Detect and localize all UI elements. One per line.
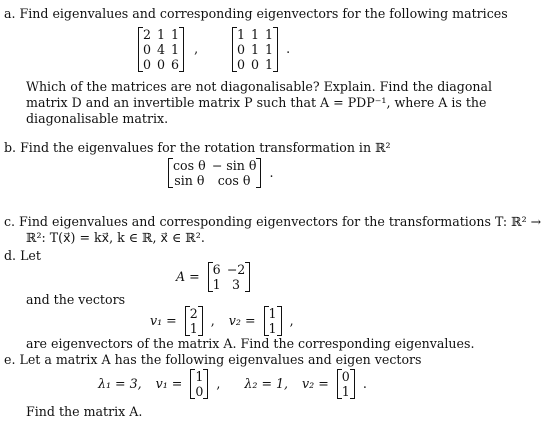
- matrix-A: [176, 262, 248, 292]
- matrix-row: [140, 57, 182, 72]
- lambda1: λ₁ = 3,: [98, 375, 142, 391]
- matrix-cell: 1: [157, 27, 166, 42]
- matrix-cell: 1: [237, 27, 246, 42]
- lambda2: λ₂ = 1,: [244, 375, 289, 391]
- matrix-row: [170, 173, 259, 188]
- v2-label: v₂ =: [302, 375, 329, 391]
- matrix-cell: sin θ: [174, 173, 205, 189]
- matrix-cell: 0: [143, 57, 152, 73]
- matrix-cell: 1: [171, 27, 180, 42]
- matrix-row: [210, 262, 249, 277]
- matrix-cell: − sin θ: [211, 158, 257, 173]
- matrix-cell: 2: [189, 306, 198, 321]
- matrix-row: [140, 27, 182, 42]
- vectors-v1-v2: [150, 306, 294, 336]
- matrix-cell: 1: [265, 42, 274, 58]
- rotation-matrix-bracket: [170, 158, 259, 188]
- v1-label: v₁ =: [150, 312, 177, 328]
- separator-comma: ,: [210, 312, 215, 328]
- matrix-cell: −2: [226, 262, 246, 277]
- end-period: .: [269, 164, 274, 180]
- part-e-heading: e. Let a matrix A has the following eigenvalues and eigen vectors: [4, 352, 422, 367]
- matrix-row: [339, 369, 353, 384]
- matrix-row: [234, 42, 276, 57]
- matrix-cell: 1: [341, 384, 350, 400]
- matrix-row: [339, 384, 353, 399]
- matrix-2: [234, 27, 290, 72]
- matrix-cell: 3: [231, 277, 240, 293]
- v2-bracket: [266, 306, 280, 336]
- matrix-cell: 1: [212, 277, 221, 293]
- separator-comma: ,: [194, 41, 199, 57]
- matrix-cell: 1: [171, 42, 180, 58]
- matrix-cell: 0: [237, 42, 246, 58]
- matrix-cell: 4: [157, 42, 166, 58]
- part-c-line-2: ℝ²: T(x⃗) = kx⃗, k ∈ ℝ, x⃗ ∈ ℝ².: [26, 230, 205, 245]
- matrix-cell: cos θ: [217, 173, 251, 189]
- matrix-row: [170, 158, 259, 173]
- matrix-cell: 1: [189, 321, 198, 337]
- separator-comma: ,: [216, 375, 221, 391]
- part-d-heading: d. Let: [4, 248, 41, 263]
- matrix-cell: 0: [195, 384, 204, 400]
- matrix-cell: 2: [143, 27, 152, 42]
- eigen-pairs: [98, 369, 367, 399]
- matrix-2-bracket: [234, 27, 276, 72]
- v1-bracket: [187, 306, 201, 336]
- matrix-1: [140, 27, 198, 72]
- matrix-cell: cos θ: [173, 158, 206, 173]
- matrix-cell: 1: [251, 27, 260, 42]
- matrix-cell: 1: [265, 27, 274, 42]
- matrix-A-bracket: [210, 262, 249, 292]
- matrix-row: [187, 306, 201, 321]
- part-d-question: are eigenvectors of the matrix A. Find the corresponding eigenvalues.: [26, 336, 475, 351]
- matrix-1-bracket: [140, 27, 182, 72]
- matrix-cell: 1: [268, 306, 277, 321]
- part-e-question: Find the matrix A.: [26, 404, 143, 419]
- matrix-cell: 6: [212, 262, 221, 277]
- part-c-line-1: c. Find eigenvalues and corresponding eigenvectors for the transformations T: ℝ² →: [4, 214, 541, 229]
- matrix-cell: 0: [341, 369, 350, 384]
- separator-comma: ,: [289, 312, 294, 328]
- matrix-row: [210, 277, 249, 292]
- matrix-row: [187, 321, 201, 336]
- matrix-cell: 0: [251, 57, 260, 73]
- part-d-vectors-text: and the vectors: [26, 292, 126, 307]
- matrix-row: [192, 369, 206, 384]
- matrix-cell: 1: [268, 321, 277, 337]
- matrix-cell: 0: [237, 57, 246, 73]
- v2-label: v₂ =: [228, 312, 256, 328]
- end-period: .: [286, 41, 291, 57]
- matrix-cell: 1: [251, 42, 260, 58]
- e-v1-bracket: [192, 369, 206, 399]
- part-a-heading: a. Find eigenvalues and corresponding eigenvectors for the following matrices: [4, 6, 508, 21]
- matrix-row: [140, 42, 182, 57]
- matrix-cell: 0: [157, 57, 166, 73]
- part-b-heading: b. Find the eigenvalues for the rotation transformation in ℝ²: [4, 140, 391, 155]
- matrix-cell: 1: [265, 57, 274, 73]
- matrix-cell: 0: [143, 42, 152, 58]
- matrix-row: [192, 384, 206, 399]
- matrix-A-label: A =: [176, 268, 200, 284]
- matrix-row: [234, 27, 276, 42]
- matrix-row: [234, 57, 276, 72]
- matrix-row: [266, 321, 280, 336]
- e-v2-bracket: [339, 369, 353, 399]
- matrix-row: [266, 306, 280, 321]
- matrix-cell: 1: [195, 369, 204, 384]
- rotation-matrix: [170, 158, 273, 188]
- v1-label: v₁ =: [155, 375, 183, 391]
- matrix-cell: 6: [171, 57, 180, 73]
- end-period: .: [362, 375, 367, 391]
- part-a-question-line-1: Which of the matrices are not diagonalisable? Explain. Find the diagonal: [26, 79, 493, 94]
- part-a-question-line-3: diagonalisable matrix.: [26, 111, 169, 126]
- part-a-question-line-2: matrix D and an invertible matrix P such that A = PDP⁻¹, where A is the: [26, 95, 487, 110]
